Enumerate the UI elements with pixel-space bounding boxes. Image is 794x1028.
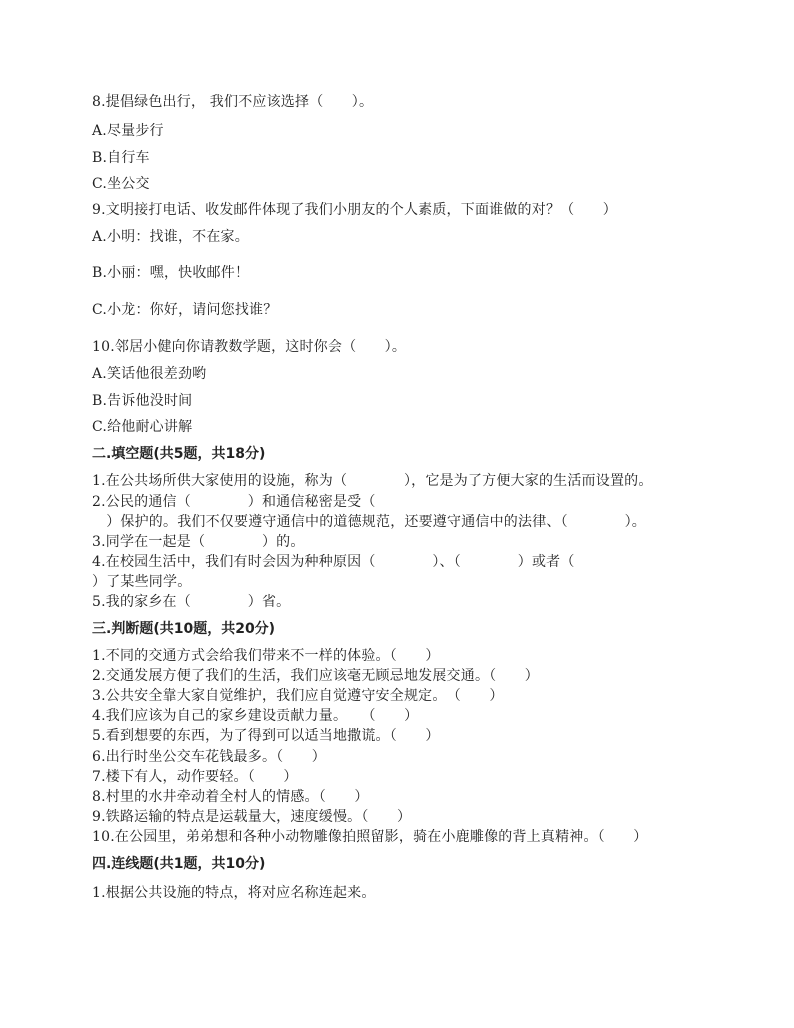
fill-question-2-continued: ）保护的。我们不仅要遵守通信中的道德规范，还要遵守通信中的法律、（ ）。	[92, 514, 646, 530]
true-false-question-2: 2.交通发展方便了我们的生活，我们应该毫无顾忌地发展交通。（ ）	[92, 668, 539, 684]
fill-question-5: 5.我的家乡在（ ）省。	[92, 594, 291, 610]
true-false-question-9: 9.铁路运输的特点是运载量大，速度缓慢。（ ）	[92, 809, 412, 825]
true-false-question-3: 3.公共安全靠大家自觉维护，我们应自觉遵守安全规定。 （ ）	[92, 688, 504, 704]
question-10: 10.邻居小健向你请教数学题，这时你会（ ）。	[92, 339, 407, 355]
true-false-question-5: 5.看到想要的东西，为了得到可以适当地撒谎。（ ）	[92, 728, 440, 744]
question-10-option-a: A.笑话他很差劲哟	[92, 366, 207, 382]
section-heading-fill-in: 二.填空题(共5题，共18分)	[92, 446, 266, 462]
fill-question-3: 3.同学在一起是（ ）的。	[92, 534, 305, 550]
question-9-option-c: C.小龙：你好，请问您找谁？	[92, 302, 278, 318]
true-false-question-1: 1.不同的交通方式会给我们带来不一样的体验。（ ）	[92, 648, 440, 664]
question-9-option-b: B.小丽：嘿，快收邮件！	[92, 265, 250, 281]
matching-question-1: 1.根据公共设施的特点，将对应名称连起来。	[92, 885, 376, 901]
true-false-question-6: 6.出行时坐公交车花钱最多。（ ）	[92, 749, 326, 765]
fill-question-4: 4.在校园生活中，我们有时会因为种种原因（ ）、（ ）或者（	[92, 554, 575, 570]
fill-question-4-continued: ）了某些同学。	[92, 574, 192, 590]
question-8-option-c: C.坐公交	[92, 176, 150, 192]
true-false-question-10: 10.在公园里，弟弟想和各种小动物雕像拍照留影，骑在小鹿雕像的背上真精神。（ ）	[92, 829, 648, 845]
question-8-option-b: B.自行车	[92, 150, 150, 166]
question-10-option-b: B.告诉他没时间	[92, 393, 193, 409]
true-false-question-4: 4.我们应该为自己的家乡建设贡献力量。 （ ）	[92, 708, 419, 724]
fill-question-1: 1.在公共场所供大家使用的设施，称为（ ），它是为了方便大家的生活而设置的。	[92, 473, 653, 489]
question-10-option-c: C.给他耐心讲解	[92, 419, 193, 435]
section-heading-matching: 四.连线题(共1题，共10分)	[92, 856, 266, 872]
true-false-question-8: 8.村里的水井牵动着全村人的情感。（ ）	[92, 789, 369, 805]
question-8-option-a: A.尽量步行	[92, 123, 164, 139]
fill-question-2: 2.公民的通信（ ）和通信秘密是受（	[92, 494, 376, 510]
question-9-option-a: A.小明：找谁，不在家。	[92, 229, 249, 245]
question-9: 9.文明接打电话、收发邮件体现了我们小朋友的个人素质，下面谁做的对？（ ）	[92, 202, 617, 218]
section-heading-true-false: 三.判断题(共10题，共20分)	[92, 621, 276, 637]
question-8: 8.提倡绿色出行， 我们不应该选择（ ）。	[92, 94, 374, 110]
true-false-question-7: 7.楼下有人，动作要轻。（ ）	[92, 769, 298, 785]
